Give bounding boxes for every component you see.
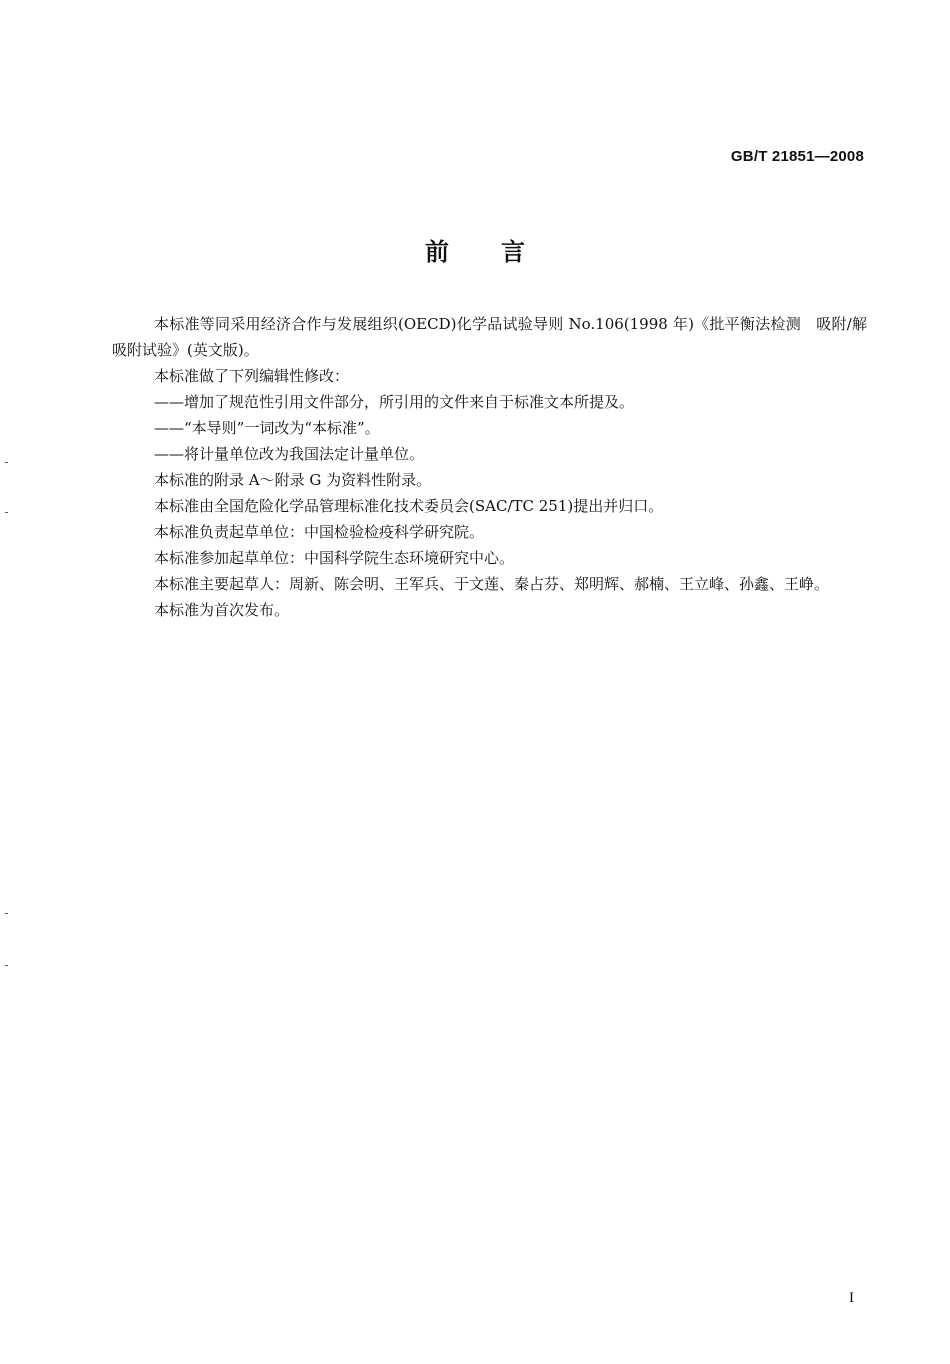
standard-code: GB/T 21851—2008 xyxy=(730,148,864,165)
paragraph-proposer: 本标准由全国危险化学品管理标准化技术委员会(SAC/TC 251)提出并归口。 xyxy=(154,497,664,515)
page-title-char-1: 前 xyxy=(425,238,449,266)
paragraph-edits-intro: 本标准做了下列编辑性修改： xyxy=(154,367,350,385)
list-item-edit-1: ——增加了规范性引用文件部分，所引用的文件来自于标准文本所提及。 xyxy=(154,393,635,411)
paragraph-participating-drafter: 本标准参加起草单位：中国科学院生态环境研究中心。 xyxy=(154,549,515,567)
page-number: I xyxy=(849,1290,854,1306)
scan-mark xyxy=(5,462,8,463)
scan-mark xyxy=(5,965,8,966)
paragraph-main-drafters: 本标准主要起草人：周新、陈会明、王军兵、于文莲、秦占芬、郑明辉、郝楠、王立峰、孙鑫、王峥。 xyxy=(154,575,830,593)
paragraph-adoption: 本标准等同采用经济合作与发展组织(OECD)化学品试验导则 No.106(1998 年)《批平衡法检测 吸附/解吸附试验》(英文版)。 xyxy=(112,315,867,359)
list-item-edit-2: ——“本导则”一词改为“本标准”。 xyxy=(154,419,380,437)
paragraph-lead-drafter: 本标准负责起草单位：中国检验检疫科学研究院。 xyxy=(154,523,485,541)
page-title xyxy=(0,232,950,267)
paragraph-first-release: 本标准为首次发布。 xyxy=(154,601,290,619)
foreword-body xyxy=(112,311,867,623)
paragraph-annexes: 本标准的附录 A～附录 G 为资料性附录。 xyxy=(154,471,432,489)
scan-mark xyxy=(5,913,8,914)
page-title-char-2: 言 xyxy=(501,238,525,266)
scan-mark xyxy=(5,512,8,513)
list-item-edit-3: ——将计量单位改为我国法定计量单位。 xyxy=(154,445,425,463)
